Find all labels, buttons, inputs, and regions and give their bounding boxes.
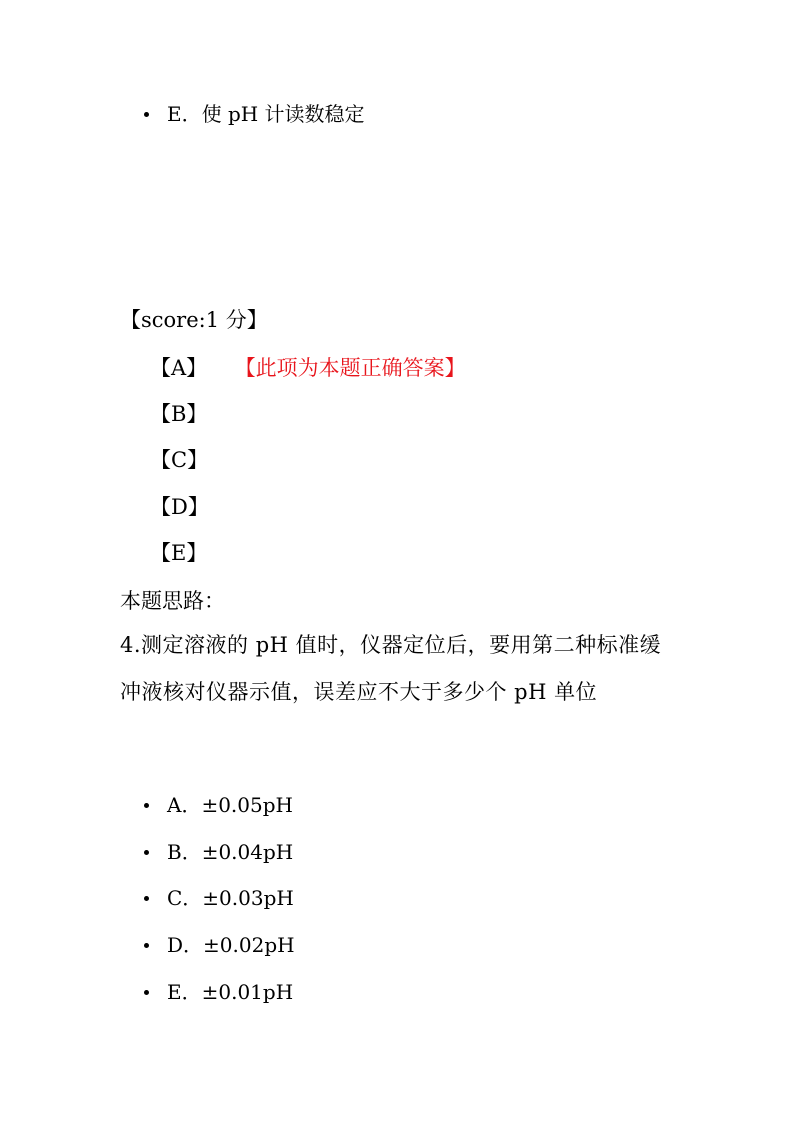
answer-option-d [150,493,209,521]
score-label: 【score:1 分】 [120,308,268,332]
correct-answer-note: 【此项为本题正确答案】 [245,356,466,380]
option-text: E．使 pH 计读数稳定 [167,102,365,126]
answer-option-label: 【E】 [150,541,208,565]
bullet-icon [144,896,149,901]
choice-text: A．±0.05pH [167,793,293,817]
bullet-icon [144,803,149,808]
bullet-icon [144,990,149,995]
answer-option-e [150,539,207,567]
answer-option-label: 【B】 [150,402,208,426]
choice-text: D．±0.02pH [167,933,295,957]
answer-option-b [150,400,207,428]
answer-option-label: 【A】 [150,356,208,380]
list-item-choice-e [144,978,293,1006]
choice-text: B．±0.04pH [167,840,294,864]
answer-option-label: 【C】 [150,448,209,472]
list-item-prev-option-e [144,100,365,128]
question-text: 4.测定溶液的 pH 值时，仪器定位后，要用第二种标准缓冲液核对仪器示值，误差应不大于多少个 pH 单位 [120,633,662,704]
choice-text: E．±0.01pH [167,980,294,1004]
choice-text: C．±0.03pH [167,886,294,910]
answer-option-a [150,354,466,382]
bullet-icon [144,850,149,855]
analysis-label: 本题思路： [120,589,225,613]
bullet-icon [144,943,149,948]
list-item-choice-b [144,838,293,866]
bullet-icon [144,112,149,117]
list-item-choice-c [144,884,294,912]
list-item-choice-a [144,791,293,819]
list-item-choice-d [144,931,295,959]
answer-option-label: 【D】 [150,495,209,519]
answer-option-c [150,446,208,474]
